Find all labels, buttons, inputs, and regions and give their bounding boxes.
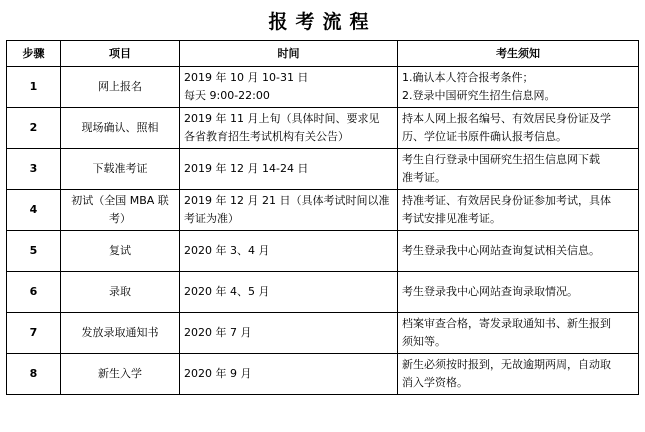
step-time <box>180 67 398 108</box>
table-row <box>7 149 639 190</box>
step-time <box>180 108 398 149</box>
table-row <box>7 190 639 231</box>
note-line: 须知等。 <box>402 335 446 348</box>
step-number: 4 <box>7 190 61 231</box>
time-line: 2020 年 7 月 <box>184 326 252 339</box>
step-note <box>398 354 639 395</box>
header-item: 项目 <box>61 41 180 67</box>
header-step: 步骤 <box>7 41 61 67</box>
note-line: 持准考证、有效居民身份证参加考试，具体 <box>402 194 611 207</box>
table-header-row <box>7 41 639 67</box>
table-row <box>7 67 639 108</box>
step-item: 录取 <box>61 272 180 313</box>
step-note <box>398 272 639 313</box>
step-item: 新生入学 <box>61 354 180 395</box>
time-line: 2019 年 11 月上旬（具体时间、要求见 <box>184 112 380 125</box>
step-number: 7 <box>7 313 61 354</box>
step-time <box>180 190 398 231</box>
note-line: 1.确认本人符合报考条件； <box>402 71 534 84</box>
step-item: 现场确认、照相 <box>61 108 180 149</box>
note-line: 考生登录我中心网站查询复试相关信息。 <box>402 244 600 257</box>
time-line: 各省教育招生考试机构有关公告） <box>184 130 349 143</box>
registration-process-table <box>6 40 639 395</box>
table-row <box>7 313 639 354</box>
note-line: 档案审查合格，寄发录取通知书、新生报到 <box>402 317 611 330</box>
step-item: 网上报名 <box>61 67 180 108</box>
table-row <box>7 231 639 272</box>
step-time <box>180 149 398 190</box>
step-number: 1 <box>7 67 61 108</box>
time-line: 考证为准） <box>184 212 239 225</box>
page-title: 报考流程 <box>268 11 377 33</box>
step-note <box>398 313 639 354</box>
step-item: 下载准考证 <box>61 149 180 190</box>
time-line: 2020 年 9 月 <box>184 367 252 380</box>
note-line: 考试安排见准考证。 <box>402 212 501 225</box>
time-line: 2019 年 10 月 10-31 日 <box>184 71 309 84</box>
step-number: 5 <box>7 231 61 272</box>
header-note: 考生须知 <box>398 41 639 67</box>
step-number: 6 <box>7 272 61 313</box>
note-line: 2.登录中国研究生招生信息网。 <box>402 89 556 102</box>
step-note <box>398 108 639 149</box>
step-note <box>398 149 639 190</box>
step-note <box>398 190 639 231</box>
time-line: 2019 年 12 月 21 日（具体考试时间以准 <box>184 194 390 207</box>
note-line: 准考证。 <box>402 171 446 184</box>
step-item: 发放录取通知书 <box>61 313 180 354</box>
step-item: 复试 <box>61 231 180 272</box>
step-time <box>180 272 398 313</box>
table-row <box>7 354 639 395</box>
note-line: 持本人网上报名编号、有效居民身份证及学 <box>402 112 611 125</box>
time-line: 2020 年 4、5 月 <box>184 285 270 298</box>
note-line: 考生自行登录中国研究生招生信息网下载 <box>402 153 600 166</box>
note-line: 新生必须按时报到，无故逾期两周，自动取 <box>402 358 611 371</box>
step-time <box>180 354 398 395</box>
note-line: 考生登录我中心网站查询录取情况。 <box>402 285 578 298</box>
header-time: 时间 <box>180 41 398 67</box>
table-row <box>7 108 639 149</box>
time-line: 2019 年 12 月 14-24 日 <box>184 162 309 175</box>
step-item: 初试（全国 MBA 联考） <box>61 190 180 231</box>
step-note <box>398 67 639 108</box>
step-number: 3 <box>7 149 61 190</box>
note-line: 消入学资格。 <box>402 376 468 389</box>
step-note <box>398 231 639 272</box>
step-time <box>180 231 398 272</box>
step-time <box>180 313 398 354</box>
time-line: 2020 年 3、4 月 <box>184 244 270 257</box>
step-number: 8 <box>7 354 61 395</box>
table-row <box>7 272 639 313</box>
time-line: 每天 9:00-22:00 <box>184 89 270 102</box>
note-line: 历、学位证书原件确认报考信息。 <box>402 130 567 143</box>
step-number: 2 <box>7 108 61 149</box>
